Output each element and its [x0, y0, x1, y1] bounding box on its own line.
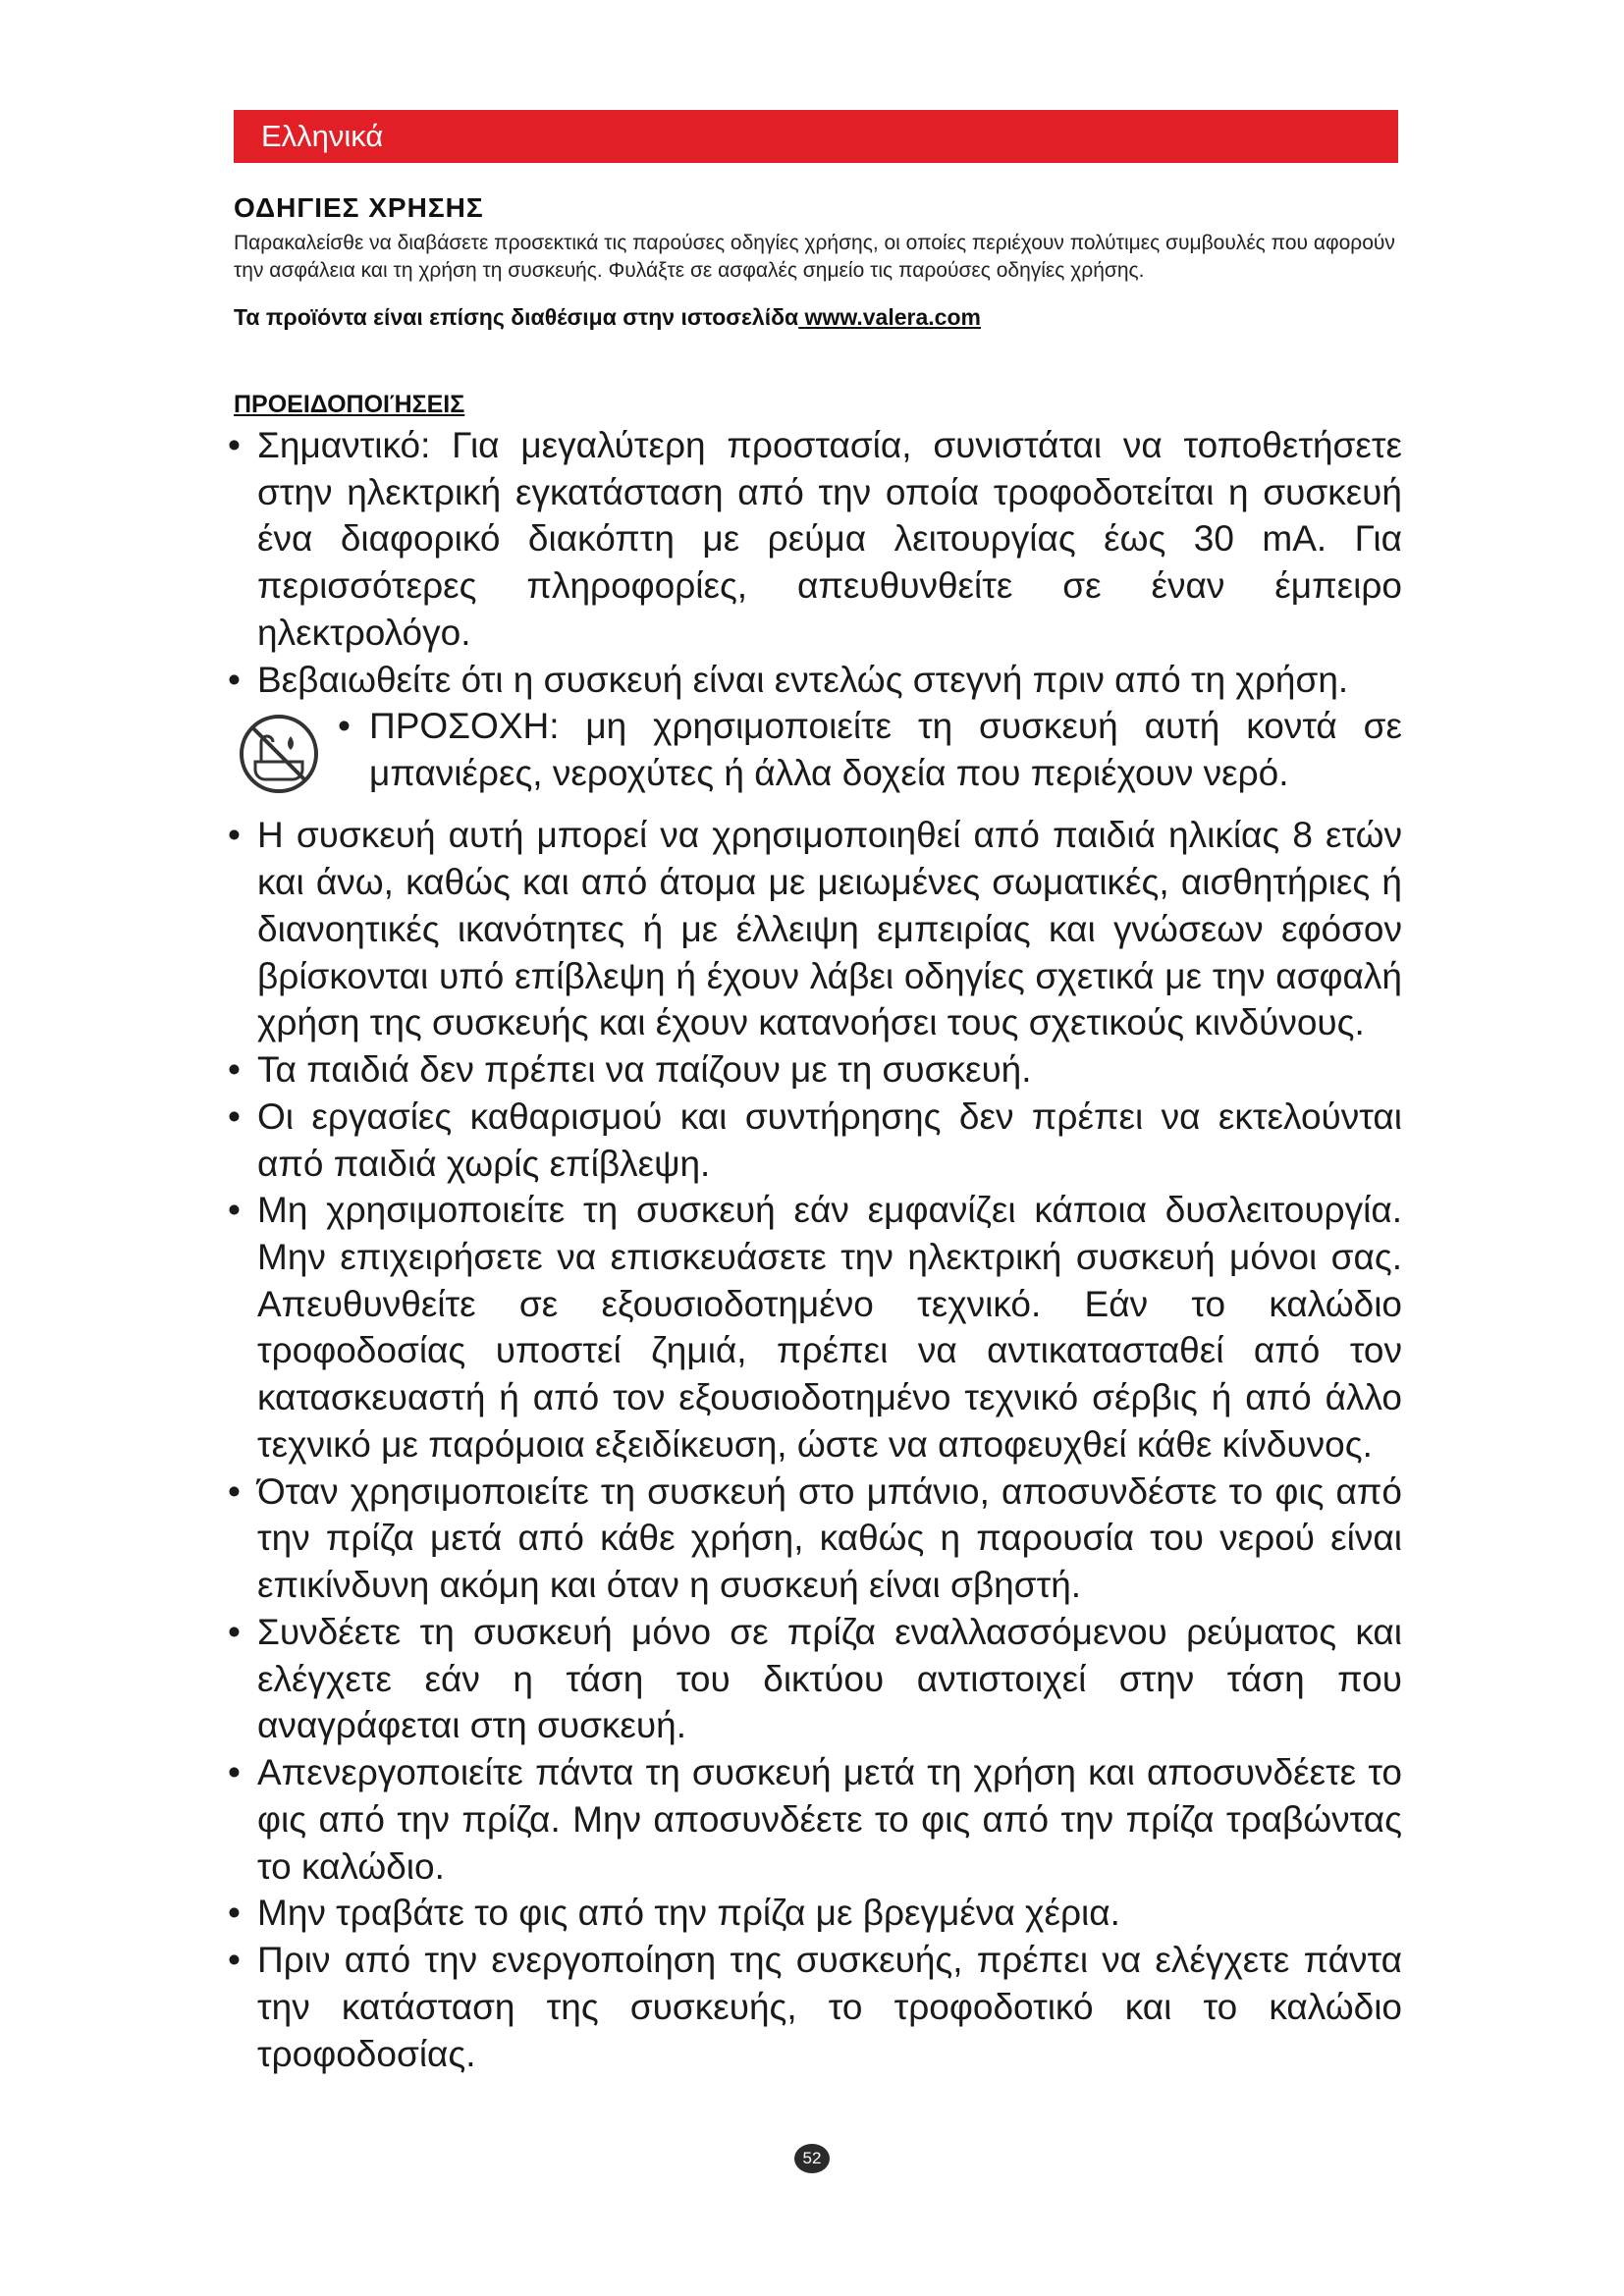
warning-item [228, 1468, 1402, 1609]
warning-item-caution [228, 703, 1402, 812]
warning-item [228, 1937, 1402, 2077]
warning-text: Βεβαιωθείτε ότι η συσκευή είναι εντελώς στεγνή πριν από τη χρήση. [257, 659, 1349, 700]
warning-item [228, 657, 1402, 704]
bullet: • [228, 425, 241, 465]
bullet: • [228, 1095, 241, 1137]
warning-item [228, 422, 1402, 657]
warnings-heading: ΠΡΟΕΙΔΟΠΟΙΉΣΕΙΣ [234, 391, 465, 418]
warning-text: Μη χρησιμοποιείτε τη συσκευή εάν εμφανίζει κάποια δυσλειτουργία. Μην επιχειρήσετε να επισκευάσετε την ηλεκτρική συσκευή μόνοι σας. Απευθυνθείτε σε εξουσιοδοτημένο τεχνικό. Εάν το καλώδιο τροφοδοσίας υποστεί ζημιά, πρέπει να αντικατασταθεί από τον κατασκευαστή ή από τον εξουσιοδοτημένο τεχνικό σέρβις ή από άλλο τεχνικό με παρόμοια εξειδίκευση, ώστε να αποφευχθεί κάθε κίνδυνος. [257, 1190, 1402, 1465]
availability-text: Τα προϊόντα είναι επίσης διαθέσιμα στην ιστοσελίδα [234, 304, 799, 330]
warning-item [228, 1609, 1402, 1749]
bullet: • [228, 1190, 241, 1231]
warning-text: Μην τραβάτε το φις από την πρίζα με βρεγμένα χέρια. [257, 1893, 1120, 1934]
warning-text: Πριν από την ενεργοποίηση της συσκευής, πρέπει να ελέγχετε πάντα την κατάσταση της συσκευής, το τροφοδοτικό και το καλώδιο τροφοδοσίας. [257, 1940, 1402, 2074]
warning-text: Συνδέετε τη συσκευή μόνο σε πρίζα εναλλασσόμενου ρεύματος και ελέγχετε εάν η τάση του δικτύου αντιστοιχεί στην τάση που αναγράφεται στη συσκευή. [257, 1611, 1402, 1746]
bullet: • [228, 1940, 241, 1981]
bullet: • [228, 1752, 241, 1793]
warning-item [228, 1094, 1402, 1187]
intro-paragraph: Παρακαλείσθε να διαβάσετε προσεκτικά τις παρούσες οδηγίες χρήσης, οι οποίες περιέχουν πολύτιμες συμβουλές που αφορούν την ασφάλεια και τη χρήση τη συσκευής. Φυλάξτε σε ασφαλές σημείο τις παρούσες οδηγίες χρήσης. [234, 232, 1395, 282]
no-water-bath-icon [236, 711, 322, 797]
warning-text: Απενεργοποιείτε πάντα τη συσκευή μετά τη χρήση και αποσυνδέετε το φις από την πρίζα. Μην αποσυνδέετε το φις από την πρίζα τραβώντας το καλώδιο. [257, 1752, 1402, 1887]
language-bar: Ελληνικά [234, 110, 1398, 163]
page-number-badge: 52 [794, 2144, 830, 2173]
warnings-list [228, 422, 1402, 2077]
bullet: • [228, 1893, 241, 1934]
bullet: • [228, 1049, 241, 1091]
bullet: • [228, 659, 241, 700]
warning-item [228, 812, 1402, 1046]
warning-text: Οι εργασίες καθαρισμού και συντήρησης δεν πρέπει να εκτελούνται από παιδιά χωρίς επίβλεψη. [257, 1095, 1402, 1184]
warning-text: Όταν χρησιμοποιείτε τη συσκευή στο μπάνιο, αποσυνδέστε το φις από την πρίζα μετά από κάθε χρήση, καθώς η παρουσία του νερού είναι επικίνδυνη ακόμη και όταν η συσκευή είναι σβηστή. [257, 1470, 1402, 1606]
bullet: • [228, 1611, 241, 1652]
warning-item [228, 1187, 1402, 1468]
warning-text: Σημαντικό: Για μεγαλύτερη προστασία, συνιστάται να τοποθετήσετε στην ηλεκτρική εγκατάσταση από την οποία τροφοδοτείται η συσκευή ένα διαφορικό διακόπτη με ρεύμα λειτουργίας έως 30 mA. Για περισσότερες πληροφορίες, απευθυνθείτε σε έναν έμπειρο ηλεκτρολόγο. [257, 425, 1402, 653]
warning-item [228, 1749, 1402, 1890]
document-title: ΟΔΗΓΙΕΣ ΧΡΗΣΗΣ [234, 192, 484, 223]
bullet: • [228, 1470, 241, 1512]
warning-text: Η συσκευή αυτή μπορεί να χρησιμοποιηθεί από παιδιά ηλικίας 8 ετών και άνω, καθώς και από άτομα με μειωμένες σωματικές, αισθητήριες ή διανοητικές ικανότητες ή με έλλειψη εμπειρίας και γνώσεων εφόσον βρίσκονται υπό επίβλεψη ή έχουν λάβει οδηγίες σχετικά με την ασφαλή χρήση της συσκευής και έχουν κατανοήσει τους σχετικούς κινδύνους. [257, 815, 1402, 1043]
warning-item [228, 1046, 1402, 1094]
website-link[interactable]: www.valera.com [798, 304, 981, 330]
warning-item [228, 1890, 1402, 1937]
warning-text: ΠΡΟΣΟΧΗ: μη χρησιμοποιείτε τη συσκευή αυτή κοντά σε μπανιέρες, νεροχύτες ή άλλα δοχεία που περιέχουν νερό. [369, 706, 1402, 794]
bullet: • [228, 815, 241, 856]
availability-note [234, 304, 1402, 331]
bullet: • [338, 706, 351, 747]
warning-text: Τα παιδιά δεν πρέπει να παίζουν με τη συσκευή. [257, 1049, 1032, 1091]
